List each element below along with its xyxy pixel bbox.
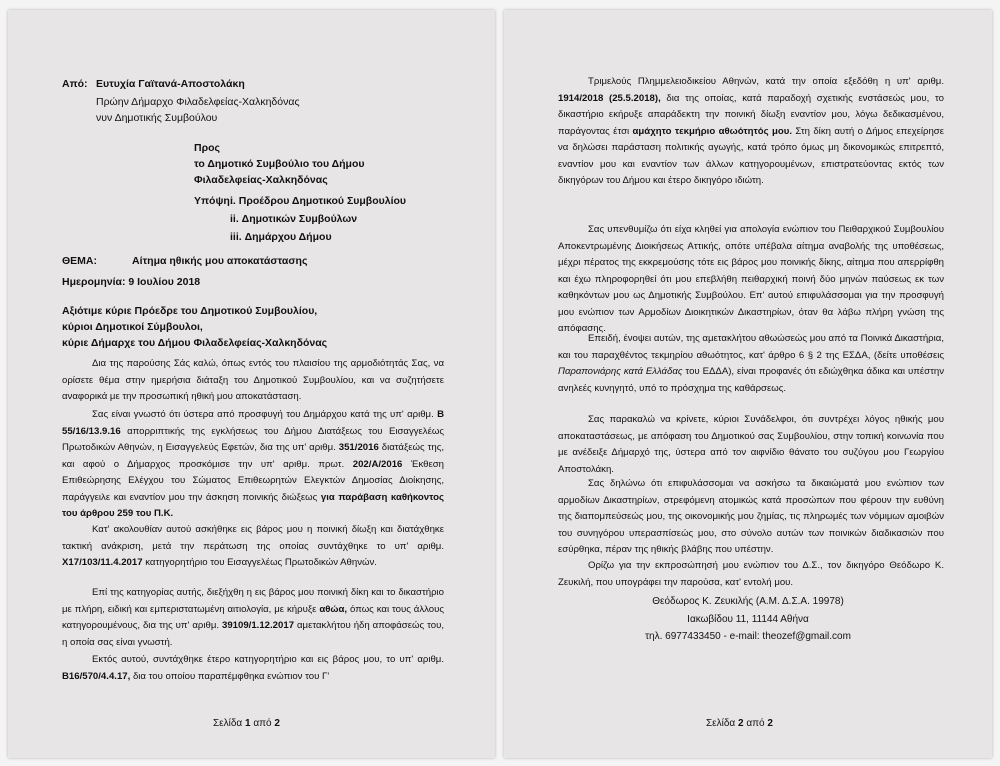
cc-item-1: i. Προέδρου Δημοτικού Συμβουλίου [230, 195, 407, 207]
salutation-2: κύριοι Δημοτικοί Σύμβουλοι, [62, 321, 203, 333]
from-label: Από: [62, 78, 88, 90]
paragraph-5: Σας δηλώνω ότι επιφυλάσσομαι να ασκήσω τα δικαιώματά μου ενώπιον των αρμοδίων Δικαστηρίων, στρεφόμενη ατομικώς κατά προσώπων που φέρουν την ευθύνη της διαπομπεύσεώς μου, της οικονομικής μου ζημίας, τις πληρωμές των νόμιμων αμοιβών του συνηγόρου υπερασπίσεώς μου, στο σύνολο αυτών των ποινικών διαδικασιών που εσύρθηκα, πέραν της ηθικής βλάβης που υπέστην. [558, 478, 944, 555]
paragraph-4: Επί της κατηγορίας αυτής, διεξήχθη η εις βάρος μου ποινική δίκη και το δικαστήριο με πλήρη, ειδική και εμπεριστατωμένη αιτιολογία, με κήρυξε αθώα, όπως και τους άλλους κατηγορουμένους, δια της υπ' αριθμ. 39109/1.12.2017 αμετακλήτου ήδη αποφάσεώς του, η οποία σας είναι γνωστή. [62, 587, 444, 648]
from-line3: νυν Δημοτικής Συμβούλου [96, 112, 218, 124]
cc-item-3: iii. Δημάρχου Δήμου [230, 231, 332, 243]
paragraph-4: Σας παρακαλώ να κρίνετε, κύριοι Συνάδελφοι, ότι συντρέχει λόγος ηθικής μου αποκαταστάσεως, με απόφαση του Δημοτικού σας Συμβουλίου, στην τοπική κοινωνία που με ανέδειξε Δήμαρχό της, ύστερα από τον αιφνίδιο θάνατο του συζύγου μου Γεωργίου Αποστολάκη. [558, 414, 944, 475]
signature-name: Θεόδωρος Κ. Ζευκιλής (Α.Μ. Δ.Σ.Α. 19978) [652, 596, 844, 607]
paragraph-2: Σας είναι γνωστό ότι ύστερα από προσφυγή του Δημάρχου κατά της υπ' αριθμ. Β 55/16/13.9.16 απορριπτικής της εγκλήσεως του Δήμου Διατάξεως του Εισαγγελέως Πρωτοδικών Αθηνών, η Εισαγγελεύς Εφετών, δια της υπ' αριθμ. 351/2016 διατάξεώς της, και αφού ο Δήμαρχος προσκόμισε την υπ' αριθμ. πρωτ. 202/Α/2016 Έκθεση Επιθεώρησης Ελέγχου του Σώματος Επιθεωρητών Ελεγκτών Δημοσίας Διοίκησης, παράγγειλε και εναντίον μου την άσκηση ποινικής διώξεως για παράβαση καθήκοντος του άρθρου 259 του Π.Κ. [62, 409, 444, 519]
to-label: Προς [194, 142, 220, 154]
paragraph-1: Δια της παρούσης Σάς καλώ, όπως εντός του πλαισίου της αρμοδιότητάς Σας, να ορίσετε θέμα στην ημερήσια διάταξη του Δημοτικού Συμβουλίου, και να συζητήσετε αναφορικά με την προσωπική ηθική μου αποκατάσταση. [62, 358, 444, 402]
signature-contact: τηλ. 6977433450 - e-mail: theozef@gmail.com [645, 631, 851, 642]
paragraph-5: Εκτός αυτού, συντάχθηκε έτερο κατηγορητήριο και εις βάρος μου, το υπ' αριθμ. Β16/570/4.4.17, δια του οποίου παραπέμφθηκα ενώπιον του Γ' [62, 654, 444, 682]
page-footer: Σελίδα 2 από 2 [706, 718, 773, 729]
salutation-1: Αξιότιμε κύριε Πρόεδρε του Δημοτικού Συμβουλίου, [62, 305, 318, 317]
cc-item-2: ii. Δημοτικών Συμβούλων [230, 213, 358, 225]
signature-address: Ιακωβίδου 11, 11144 Αθήνα [687, 614, 809, 625]
cc-label: Υπόψη: [194, 195, 234, 207]
subject-text: Αίτημα ηθικής μου αποκατάστασης [132, 255, 308, 267]
paragraph-2: Σας υπενθυμίζω ότι είχα κληθεί για απολογία ενώπιον του Πειθαρχικού Συμβουλίου Αποκεντρωμένης Διοικήσεως Αττικής, οπότε υπέβαλα αίτημα αναβολής της υποθέσεως, μέχρι πέρατος της εκκρεμούσης τότε εις βάρος μου ποινικής δίκης, αίτημα που απερρίφθη και έχω πληροφορηθεί ότι μου επεβλήθη πειθαρχική ποινή δύο μηνών παύσεως εκ των καθηκόντων μου ως Δημοτικής Συμβούλου. Επ' αυτού επιφυλάσσομαι για την προσφυγή μου ενώπιον των Αρμοδίων Διοικητικών Δικαστηρίων, όταν θα λάβω πλήρη γνώση της απόφασης. [558, 224, 944, 334]
paragraph-3: Κατ' ακολουθίαν αυτού ασκήθηκε εις βάρος μου η ποινική δίωξη και διατάχθηκε τακτική ανάκριση, μετά την περάτωση της οποίας συντάχθηκε το υπ' αριθμ. Χ17/103/11.4.2017 κατηγορητήριο του Εισαγγελέως Πρωτοδικών Αθηνών. [62, 524, 444, 568]
from-line2: Πρώην Δήμαρχο Φιλαδελφείας-Χαλκηδόνας [96, 96, 300, 108]
from-name: Ευτυχία Γαϊτανά-Αποστολάκη [96, 78, 245, 90]
page-footer: Σελίδα 1 από 2 [213, 718, 280, 729]
salutation-3: κύριε Δήμαρχε του Δήμου Φιλαδελφείας-Χαλκηδόνας [62, 337, 328, 349]
subject-label: ΘΕΜΑ: [62, 255, 97, 267]
to-line1: το Δημοτικό Συμβούλιο του Δήμου [194, 158, 365, 170]
paragraph-1: Τριμελούς Πλημμελειοδικείου Αθηνών, κατά την οποία εξεδόθη η υπ' αριθμ. 1914/2018 (25.5.2018), δια της οποίας, κατά παραδοχή σχετικής ενστάσεώς μου, το δικαστήριο εκήρυξε απαράδεκτη την ποινική δίωξη εναντίον μου, λόγω δεδικασμένου, παράγοντας έτσι αμάχητο τεκμήριο αθωότητός μου. Στη δίκη αυτή ο Δήμος επεχείρησε να δηλώσει παράσταση πολιτικής αγωγής, κατά τρόπο όμως μη δικονομικώς επιτρεπτό, εναντίον μου και εναντίον των άλλων κατηγορουμένων, επιστρατεύοντας εκτός των δικηγόρων του Δήμου και έτερο δικηγόρο ιδιώτη. [558, 76, 945, 186]
paragraph-6: Ορίζω για την εκπροσώπησή μου ενώπιον του Δ.Σ., τον δικηγόρο Θεόδωρο Κ. Ζευκιλή, που υπογράφει την παρούσα, κατ' εντολή μου. [558, 560, 944, 588]
page-2 [504, 10, 992, 758]
paragraph-3: Επειδή, ένοψει αυτών, της αμετακλήτου αθωώσεώς μου από τα Ποινικά Δικαστήρια, και του παραχθέντος τεκμηρίου αθωότητος, κατ' άρθρο 6 § 2 της ΕΣΔΑ, (δείτε υποθέσεις Παραπονιάρης κατά Ελλάδας του ΕΔΔΑ), είναι προφανές ότι εδιώχθηκα άδικα και υπέστην ανηλεές κυνηγητό, υπό το πρόσχημα της καθάρσεως. [558, 333, 944, 394]
date: Ημερομηνία: 9 Ιουλίου 2018 [62, 276, 201, 288]
page-1 [8, 10, 495, 758]
to-line2: Φιλαδελφείας-Χαλκηδόνας [194, 174, 328, 186]
